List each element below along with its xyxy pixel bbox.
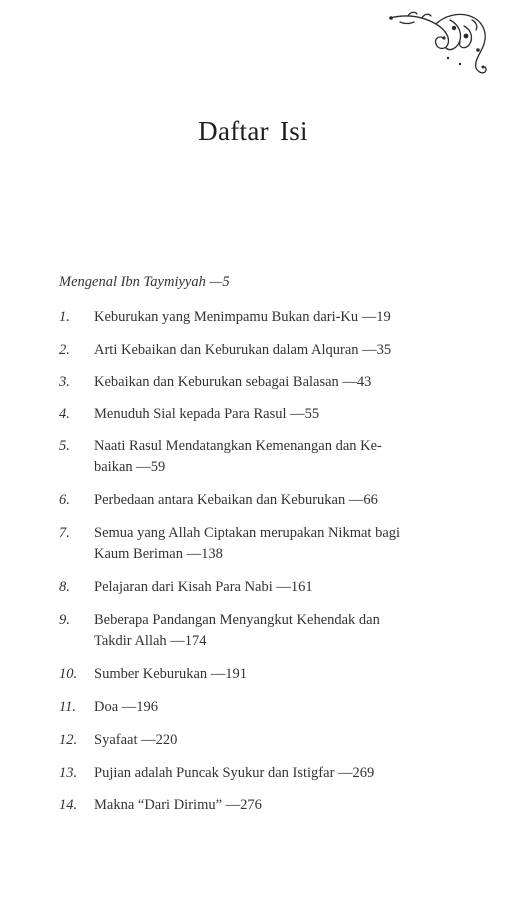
toc-item-title: Keburukan yang Menimpamu Bukan dari-Ku —19	[94, 309, 391, 325]
toc-item-title: Makna “Dari Dirimu” —276	[94, 797, 262, 813]
toc-item-number: 1.	[59, 309, 70, 325]
toc-item-title	[94, 436, 484, 478]
toc-item-title-line: Naati Rasul Mendatangkan Kemenangan dan Ke-	[94, 438, 382, 454]
toc-item-title-line: Semua yang Allah Ciptakan merupakan Nikmat bagi	[94, 525, 401, 541]
toc-item-number: 7.	[59, 525, 70, 541]
toc-item-title: Arti Kebaikan dan Keburukan dalam Alquran —35	[94, 342, 392, 358]
toc-item-number: 10.	[59, 666, 78, 682]
toc-item-title-line: Beberapa Pandangan Menyangkut Kehendak dan	[94, 612, 380, 628]
toc-intro-entry: Mengenal Ibn Taymiyyah —5	[59, 274, 230, 290]
toc-item-number: 4.	[59, 406, 70, 422]
toc-item-number: 14.	[59, 797, 78, 813]
toc-item-number: 6.	[59, 492, 70, 508]
toc-item-title: Pujian adalah Puncak Syukur dan Istigfar —269	[94, 765, 375, 781]
toc-item-title: Kebaikan dan Keburukan sebagai Balasan —43	[94, 374, 372, 390]
toc-item-number: 9.	[59, 612, 70, 628]
toc-item-title: Perbedaan antara Kebaikan dan Keburukan —66	[94, 492, 378, 508]
page-title: Daftar Isi	[198, 116, 308, 146]
toc-item-title	[94, 610, 484, 652]
toc-item-title: Pelajaran dari Kisah Para Nabi —161	[94, 579, 313, 595]
toc-item-number: 12.	[59, 732, 78, 748]
toc-item-number: 13.	[59, 765, 78, 781]
toc-item-number: 3.	[59, 374, 70, 390]
toc-item-title-line: Takdir Allah —174	[94, 633, 207, 649]
toc-item-title-line: baikan —59	[94, 459, 166, 475]
toc-item-title	[94, 523, 484, 565]
toc-item-title: Menuduh Sial kepada Para Rasul —55	[94, 406, 320, 422]
toc-item-number: 5.	[59, 438, 70, 454]
toc-item-number: 8.	[59, 579, 70, 595]
toc-item-title: Syafaat —220	[94, 732, 178, 748]
toc-item-title: Doa —196	[94, 699, 159, 715]
toc-item-title-line: Kaum Beriman —138	[94, 546, 223, 562]
toc-item-number: 11.	[59, 699, 77, 715]
toc-item-title: Sumber Keburukan —191	[94, 666, 248, 682]
toc-item-number: 2.	[59, 342, 70, 358]
